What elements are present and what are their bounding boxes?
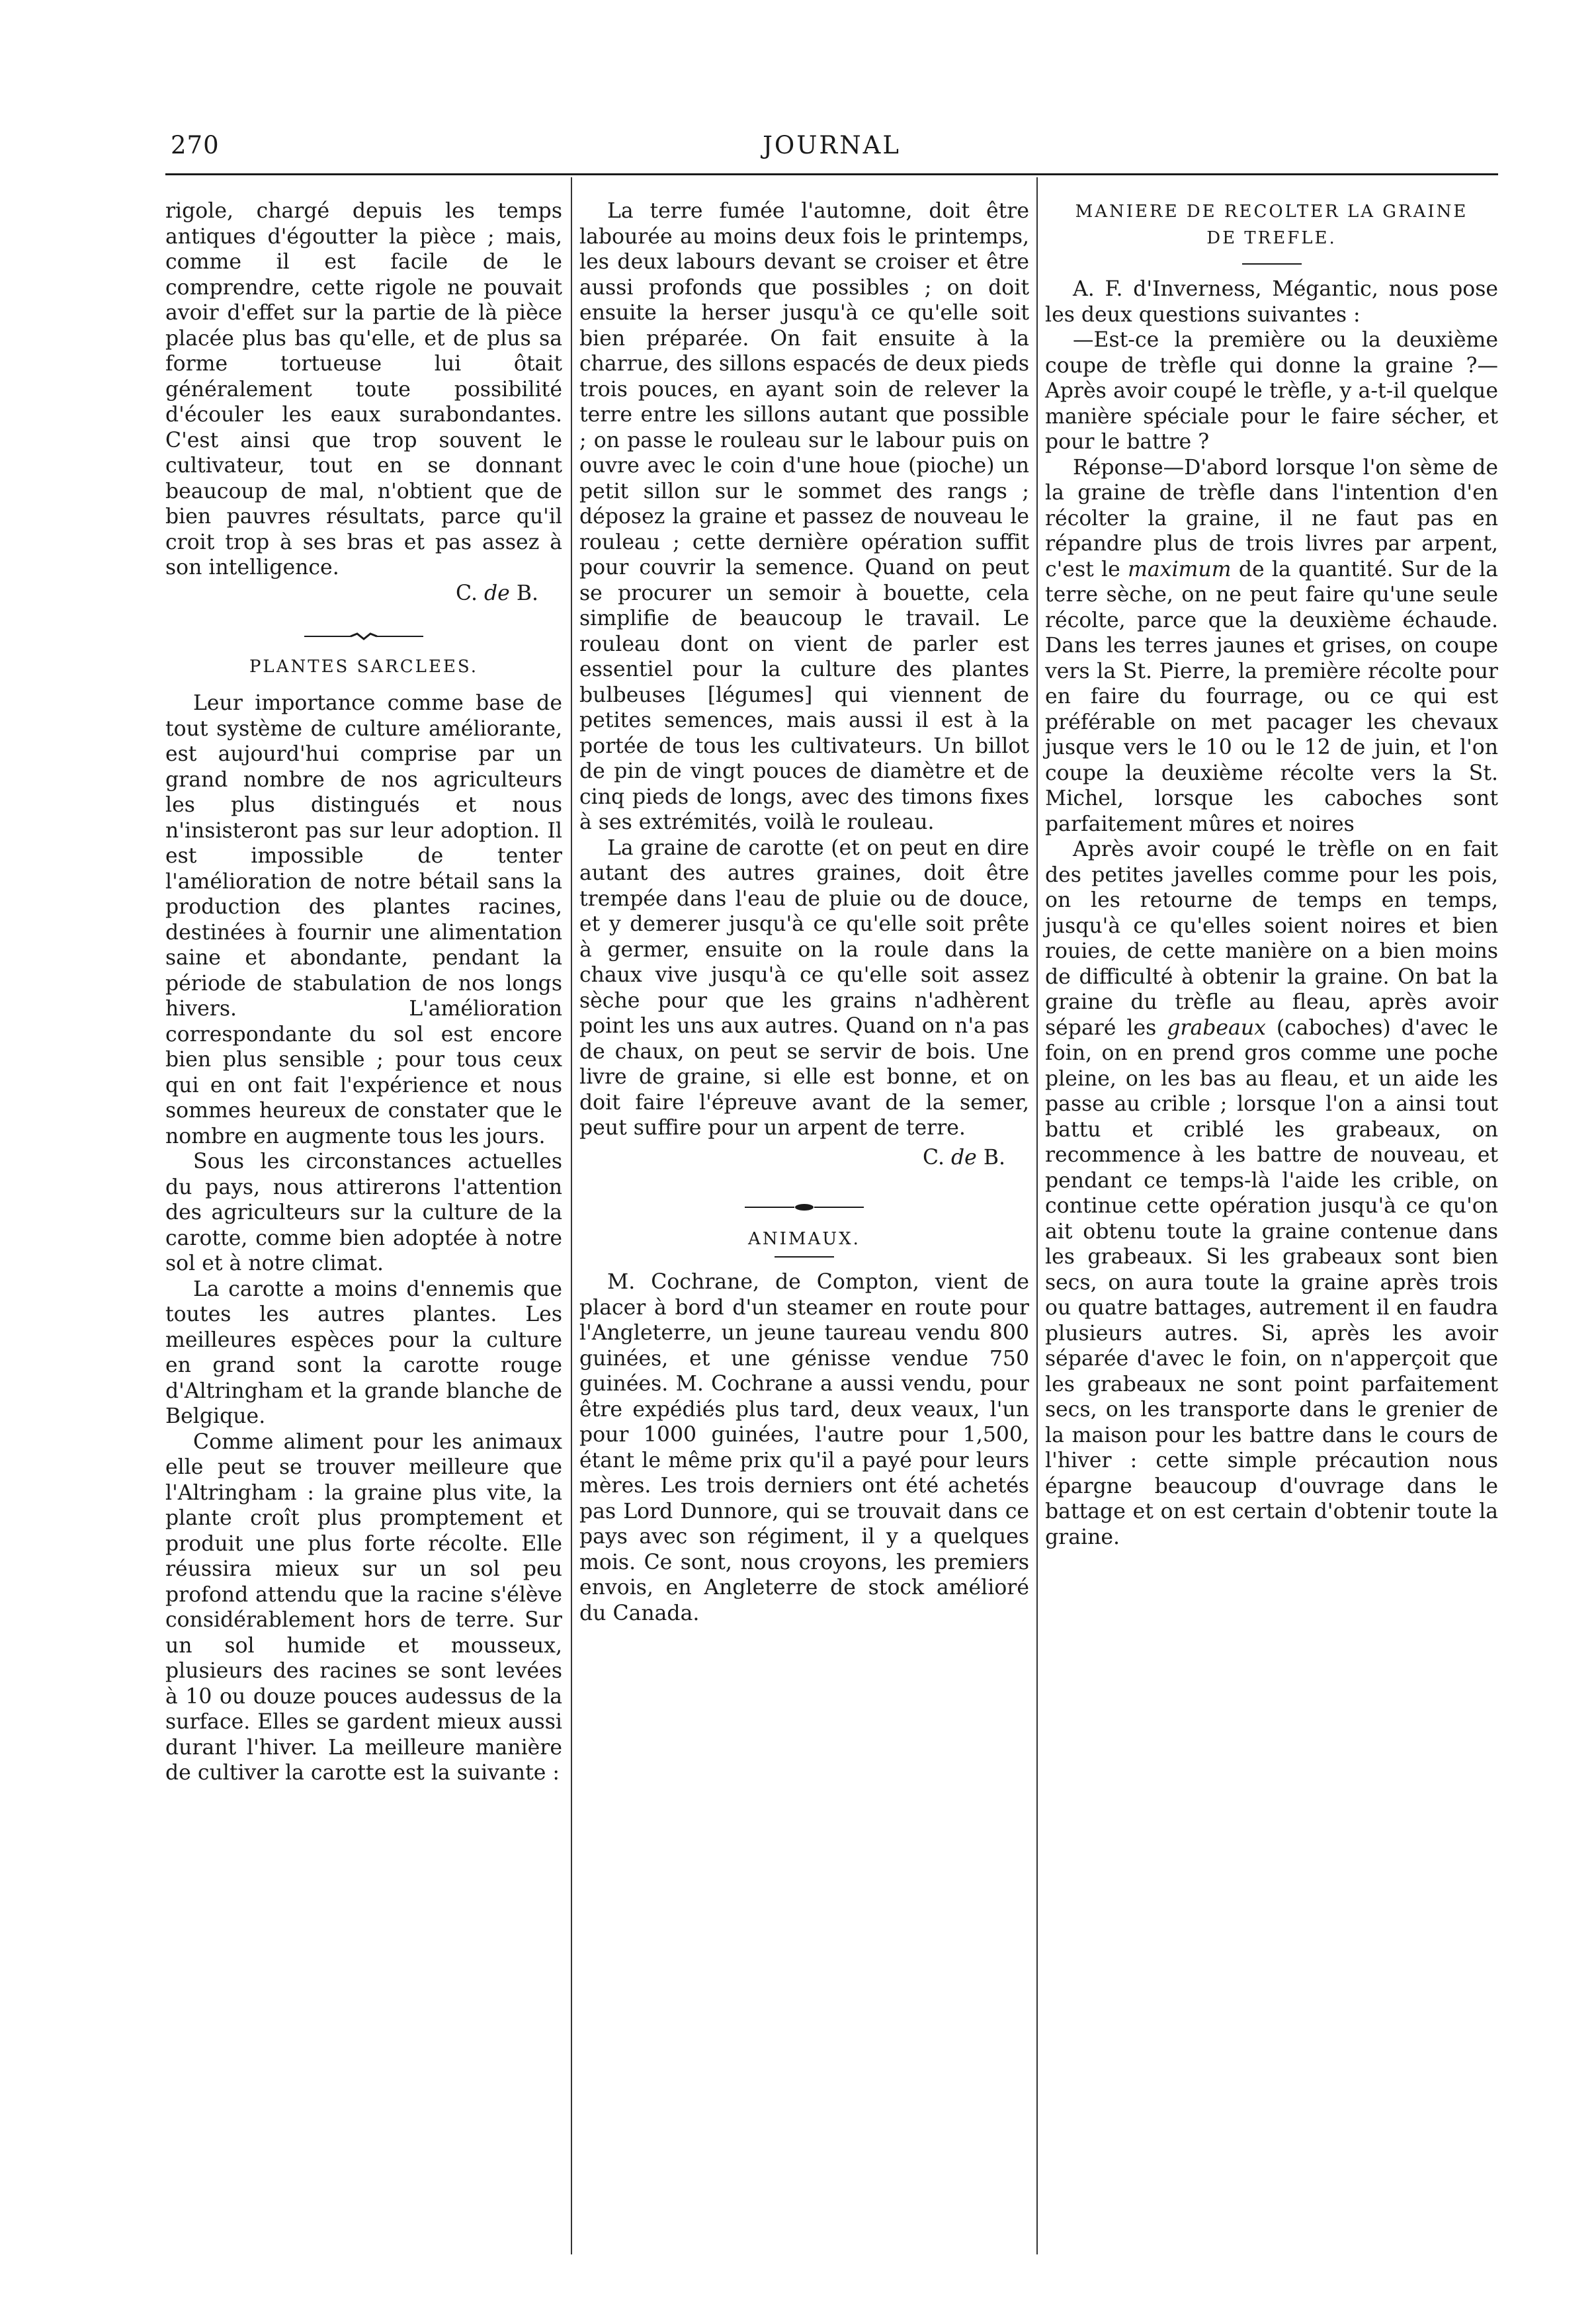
signature-initials: C. [922,1145,945,1170]
signature-particle: de [951,1145,977,1170]
column-2 [579,198,1029,1626]
signature-end: B. [516,581,538,605]
section-title-animaux: ANIMAUX. [748,1229,861,1249]
page-number: 270 [171,131,220,159]
paragraph-questions: —Est-ce la première ou la deuxième coupe de trèfle qui donne la graine ?—Après avoir coupé le trèfle, y a-t-il quelque manière spéciale pour le faire sécher, et pour le battre ? [1045,328,1498,454]
paragraph-importance: Leur importance comme base de tout système de culture améliorante, est aujourd'hui comprise par un grand nombre de nos agriculteurs les plus distingués et nous n'insisteront pas sur leur adoption. Il est impossible de tenter l'amélioration de notre bétail sans la production des plantes racines, destinées à fournir une alimentation saine et abondante, pendant la période de stabulation de nos longs hivers. L'amélioration correspondante du sol est encore bien plus sensible ; pour tous ceux qui en ont fait l'expérience et nous sommes heureux de constater que le nombre en augmente tous les jours. [165,691,562,1148]
journal-title: JOURNAL [763,131,901,159]
paragraph-apres-coupe [1045,837,1498,1550]
paragraph-rigole: rigole, chargé depuis les temps antiques d'égoutter la pièce ; mais, comme il est facile de le comprendre, cette rigole ne pouvait avoir d'effet sur la partie de là pièce placée plus bas qu'elle, et de plus sa forme tortueuse lui ôtait généralement toute possibilité d'écouler les eaux surabondantes. C'est ainsi que trop souvent le cultivateur, tout en se donnant beaucoup de mal, n'obtient que de bien pauvres résultats, parce qu'il croit trop à ses bras et pas assez à son intelligence. [165,199,562,579]
header-rule [165,173,1498,175]
apres-text-b: (caboches) d'avec le foin, on en prend gros comme une poche pleine, on les bas au fleau, et un aide les passe au crible ; lorsque l'on a ainsi tout battu et criblé les grabeaux, on recommence à les battre de nouveau, et pendant ce temps-là l'aide les crible, on continue cette opération jusqu'à ce qu'on ait obtenu toute la graine contenue dans les grabeaux. Si les grabeaux sont bien secs, on aura toute la graine après trois ou quatre battages, autrement il en faudra plusieurs autres. Si, après les avoir séparée d'avec le foin, on n'apperçoit que les grabeaux ne sont point parfaitement secs, on les transporte dans le grenier de la maison pour les battre dans le cours de l'hiver : cette simple précaution nous épargne beaucoup d'ouvrage dans le battage et on est certain d'obtenir toute la graine. [1045,1015,1498,1549]
column-1 [165,198,562,1786]
paragraph-ennemis: La carotte a moins d'ennemis que toutes les autres plantes. Les meilleures espèces pour la culture en grand sont la carotte rouge d'Altringham et la grande blanche de Belgique. [165,1277,562,1428]
column-3 [1045,198,1498,1550]
section-separator [579,1203,1029,1213]
signature [579,1145,1029,1171]
reponse-text-b: de la quantité. Sur de la terre sèche, on ne peut faire qu'une seule récolte, parce que la deuxième échaude. Dans les terres jaunes et grises, on coupe vers la St. Pierre, la première récolte pour en faire du fourrage, ou ce qui est préférable on met pacager les chevaux jusque vers le 10 ou le 12 de juin, et l'on coupe la deuxième récolte vers la St. Michel, lorsque les caboches sont parfaitement mûres et noires [1045,557,1498,836]
paragraph-aliment: Comme aliment pour les animaux elle peut se trouver meilleure que l'Altringham : la graine plus vite, la plante croît plus promptement et produit une plus forte récolte. Elle réussira mieux sur un sol peu profond attendu que la racine s'élève considérablement hors de terre. Sur un sol humide et mousseux, plusieurs des racines se sont levées à 10 ou douze pouces audessus de la surface. Elles se gardent mieux aussi durant l'hiver. La meilleure manière de cultiver la carotte est la suivante : [165,1430,562,1785]
title-underline [1242,263,1302,265]
paragraph-circonstances: Sous les circonstances actuelles du pays, nous attirerons l'attention des agriculteurs sur la culture de la carotte, comme bien adoptée à notre sol et à notre climat. [165,1150,562,1275]
column-divider-right [1036,177,1038,2254]
signature-end: B. [983,1145,1005,1170]
paragraph-question-intro: A. F. d'Inverness, Mégantic, nous pose les deux questions suivantes : [1045,277,1498,327]
paragraph-graine-carotte: La graine de carotte (et on peut en dire autant des autres graines, doit être trempée dans l'eau de pluie ou de douce, et y demerer jusqu'à ce qu'elle soit prête à germer, ensuite on la roule dans la chaux vive jusqu'à ce qu'elle soit assez sèche pour que les grains n'adhèrent point les uns aux autres. Quand on n'a pas de chaux, on peut se servir de bois. Une livre de graine, si elle est bonne, et on doit faire l'épreuve avant de la semer, peut suffire pour un arpent de terre. [579,835,1029,1140]
paragraph-reponse [1045,455,1498,837]
reponse-text-a: Réponse—D'abord lorsque l'on sème de la graine de trèfle dans l'intention d'en récolter la graine, il ne faut pas en répandre plus de trois livres par arpent, c'est le [1045,455,1498,581]
signature-particle: de [484,581,510,605]
signature-initials: C. [455,581,478,605]
paragraph-cochrane: M. Cochrane, de Compton, vient de placer à bord d'un steamer en route pour l'Angleterre, un jeune taureau vendu 800 guinées, et une génisse vendue 750 guinées. M. Cochrane a aussi vendu, pour être expédiés plus tard, deux veaux, l'un pour 1000 guinées, l'autre pour 1,500, étant le même prix qu'il a payé pour leurs mères. Les trois derniers ont été achetés pas Lord Dunnore, qui se trouvait dans ce pays avec son régiment, il y a quelques mois. Ce sont, nous croyons, les premiers envois, en Angleterre de stock amélioré du Canada. [579,1270,1029,1625]
section-title-plantes-sarclees: PLANTES SARCLEES. [249,657,479,677]
page-header [165,131,1498,164]
section-separator [165,632,562,642]
apres-text-a: Après avoir coupé le trèfle on en fait des petites javelles comme pour les pois, on les retourne de temps en temps, jusqu'à ce qu'elles soient noires et bien rouies, de cette manière on a bien moins de difficulté à obtenir la graine. On bat la graine du trèfle au fleau, après avoir séparé les [1045,837,1498,1040]
apres-emphasis: grabeaux [1167,1015,1266,1040]
title-underline [775,1256,834,1258]
paragraph-terre-fumee: La terre fumée l'automne, doit être labourée au moins deux fois le printemps, les deux labours devant se croiser et être aussi profonds que possibles ; on doit ensuite la herser jusqu'à ce qu'elle soit bien préparée. On fait ensuite à la charrue, des sillons espacés de deux pieds trois pouces, en ayant soin de relever la terre entre les sillons autant que possible ; on passe le rouleau sur le labour puis on ouvre avec le coin d'une houe (pioche) un petit sillon sur le sommet des rangs ; déposez la graine et passez de nouveau le rouleau ; cette dernière opération suffit pour couvrir la semence. Quand on peut se procurer un semoir à bouette, cela simplifie de beaucoup le travail. Le rouleau dont on vient de parler est essentiel pour la culture des plantes bulbeuses [légumes] qui viennent de petites semences, mais aussi il est à la portée de tous les cultivateurs. Un billot de pin de vingt pouces de diamètre et de cinq pieds de longs, avec des timons fixes à ses extrémités, voilà le rouleau. [579,199,1029,834]
reponse-emphasis: maximum [1128,557,1232,581]
section-title-trefle: MANIERE DE RECOLTER LA GRAINE DE TREFLE. [1075,202,1468,248]
signature [165,581,562,607]
column-divider-left [571,177,572,2254]
